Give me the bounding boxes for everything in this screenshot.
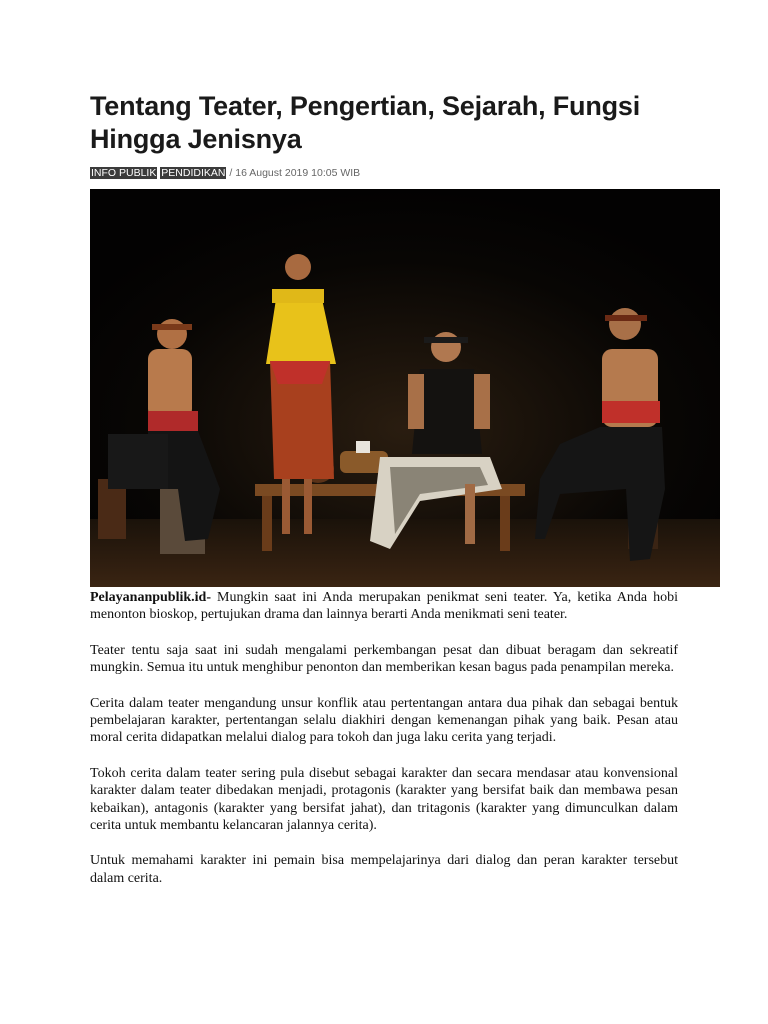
article-meta bbox=[90, 167, 360, 180]
source-label: Pelayananpublik.id- bbox=[90, 590, 211, 605]
article-title: Tentang Teater, Pengertian, Sejarah, Fungsi Hingga Jenisnya bbox=[90, 91, 641, 154]
category-tag-pendidikan[interactable]: PENDIDIKAN bbox=[161, 167, 226, 179]
paragraph-2: Teater tentu saja saat ini sudah mengalami perkembangan pesat dan dibuat beragam dan sekreatif mungkin. Semua itu untuk menghibur penonton dan memberikan kesan bagus pada penampilan mereka. bbox=[90, 642, 678, 676]
paragraph-4: Tokoh cerita dalam teater sering pula disebut sebagai karakter dan secara mendasar atau konvensional karakter dalam teater dibedakan menjadi, protagonis (karakter yang bersifat baik dan membawa pesan kebaikan), antagonis (karakter yang bersifat jahat), dan tritagonis (karakter yang dimunculkan dalam cerita untuk membantu kelancaran jalannya cerita). bbox=[90, 765, 678, 834]
publish-date: 16 August 2019 10:05 WIB bbox=[235, 167, 361, 179]
paragraph-3: Cerita dalam teater mengandung unsur konflik atau pertentangan antara dua pihak dan sebagai bentuk pembelajaran karakter, pertentangan selalu diakhiri dengan kemenangan pihak yang baik. Pesan atau moral cerita didapatkan melalui dialog para tokoh dan juga laku cerita yang terjadi. bbox=[90, 695, 678, 746]
hero-image-theater-stage bbox=[90, 189, 720, 587]
category-tag-info-publik[interactable]: INFO PUBLIK bbox=[91, 167, 157, 179]
paragraph-5: Untuk memahami karakter ini pemain bisa mempelajarinya dari dialog dan peran karakter tersebut dalam cerita. bbox=[90, 853, 678, 886]
paragraph-1-text: Mungkin saat ini Anda merupakan penikmat seni teater. Ya, ketika Anda hobi menonton bioskop, pertujukan drama dan lainnya berarti Anda menikmati seni teater. bbox=[90, 590, 678, 623]
meta-separator: / bbox=[226, 167, 236, 179]
article-body bbox=[90, 589, 678, 905]
paragraph-1 bbox=[90, 589, 678, 624]
